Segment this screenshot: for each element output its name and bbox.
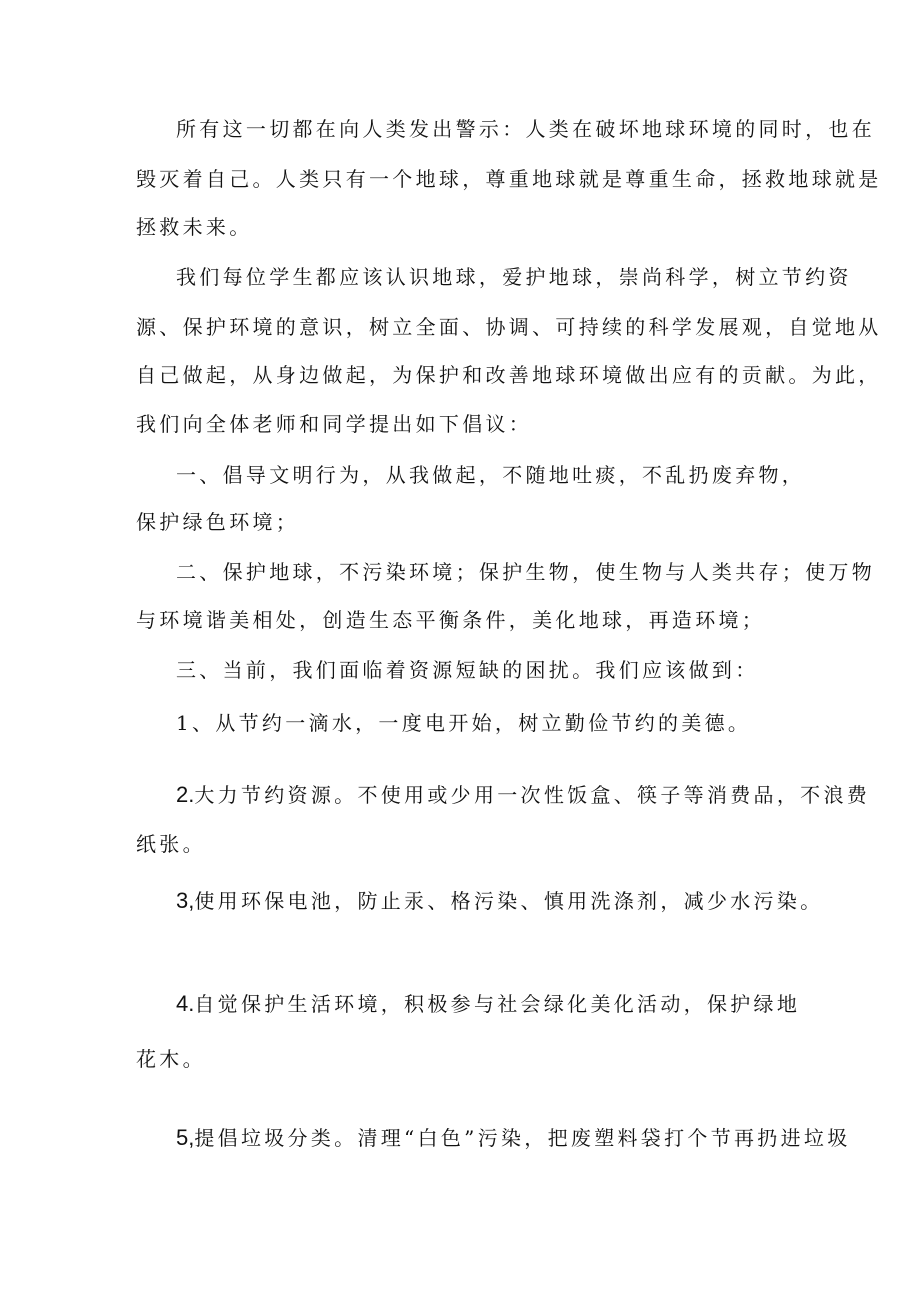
item-1-line-2: 保护绿色环境； (136, 510, 300, 534)
sub-item-4-line-1 (176, 989, 800, 1019)
sub-item-5-line-1 (176, 1123, 851, 1153)
paragraph-1-line-3: 拯救未来。 (136, 215, 253, 239)
paragraph-1-line-1: 所有这一切都在向人类发出警示：人类在破坏地球环境的同时，也在 (176, 117, 875, 141)
sub-item-1-line-1: 1、从节约一滴水，一度电开始，树立勤俭节约的美德。 (176, 711, 752, 735)
sub-item-2-text: 大力节约资源。不使用或少用一次性饭盒、筷子等消费品，不浪费 (194, 783, 871, 807)
item-3-line-1: 三、当前，我们面临着资源短缺的困扰。我们应该做到： (176, 658, 759, 682)
paragraph-2-line-2: 源、保护环境的意识，树立全面、协调、可持续的科学发展观，自觉地从 (136, 315, 882, 339)
sub-item-2-line-2: 纸张。 (136, 832, 206, 856)
paragraph-2-line-4: 我们向全体老师和同学提出如下倡议： (136, 412, 533, 436)
item-2-line-1: 二、保护地球，不污染环境；保护生物，使生物与人类共存；使万物 (176, 560, 875, 584)
paragraph-2-line-1: 我们每位学生都应该认识地球，爱护地球，崇尚科学，树立节约资 (176, 265, 852, 289)
sub-item-2-line-1 (176, 780, 870, 810)
item-1-line-1: 一、倡导文明行为，从我做起，不随地吐痰，不乱扔废弃物， (176, 463, 806, 487)
item-2-line-2: 与环境谐美相处，创造生态平衡条件，美化地球，再造环境； (136, 608, 766, 632)
sub-item-4-text: 自觉保护生活环境，积极参与社会绿化美化活动，保护绿地 (194, 992, 801, 1016)
sub-item-3-number: 3, (176, 888, 195, 913)
sub-item-2-number: 2. (176, 782, 195, 807)
sub-item-5-number: 5, (176, 1125, 195, 1150)
paragraph-2-line-3: 自己做起，从身边做起，为保护和改善地球环境做出应有的贡献。为此， (136, 363, 882, 387)
sub-item-4-line-2: 花木。 (136, 1047, 206, 1071)
sub-item-5-text: 提倡垃圾分类。清理“白色”污染，把废塑料袋打个节再扔进垃圾 (194, 1126, 851, 1150)
sub-item-4-number: 4. (176, 991, 195, 1016)
paragraph-1-line-2: 毁灭着自己。人类只有一个地球，尊重地球就是尊重生命，拯救地球就是 (136, 167, 882, 191)
sub-item-3-line-1 (176, 886, 823, 916)
sub-item-3-text: 使用环保电池，防止汞、格污染、慎用洗涤剂，减少水污染。 (194, 889, 824, 913)
